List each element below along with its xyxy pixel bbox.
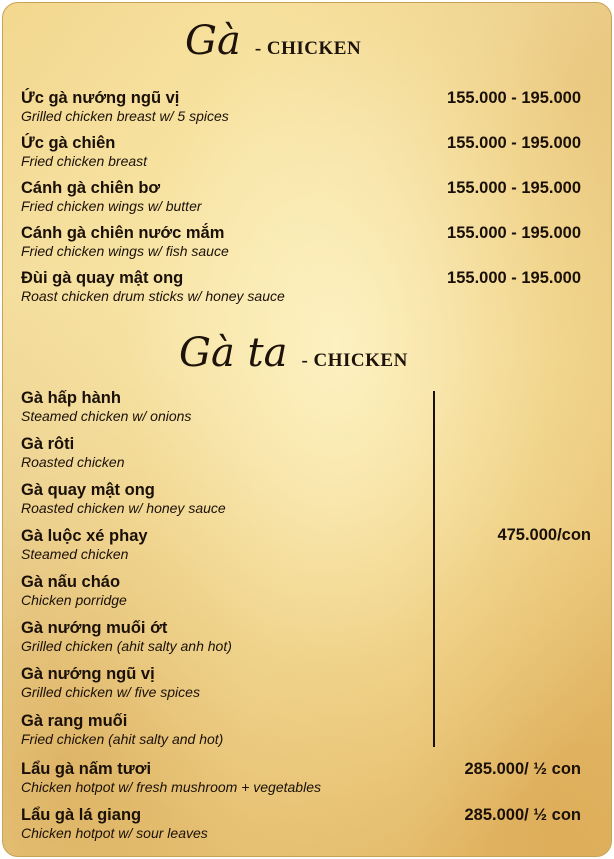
item-name-en: Roast chicken drum sticks w/ honey sauce (21, 288, 285, 304)
item-price: 155.000 - 195.000 (447, 179, 581, 197)
item-name-en: Fried chicken breast (21, 153, 148, 169)
item-name-vn: Gà rang muối (21, 712, 128, 730)
item-name-en: Chicken hotpot w/ fresh mushroom + vegetables (21, 779, 321, 795)
item-price: 155.000 - 195.000 (447, 89, 581, 107)
item-name-vn: Cánh gà chiên nước mắm (21, 224, 225, 242)
menu-item (21, 618, 601, 655)
item-name-vn: Gà nướng muối ớt (21, 619, 168, 637)
item-name-vn: Cánh gà chiên bơ (21, 179, 161, 197)
item-name-vn: Gà hấp hành (21, 389, 121, 407)
menu-item (21, 88, 601, 125)
section-title-ga-ta (179, 330, 408, 376)
item-name-vn: Gà nấu cháo (21, 573, 121, 591)
item-name-en: Steamed chicken w/ onions (21, 408, 192, 424)
item-price: 155.000 - 195.000 (447, 224, 581, 242)
menu-item (21, 480, 601, 517)
menu-item (21, 759, 601, 796)
menu-item (21, 805, 601, 842)
item-name-vn: Lẩu gà nấm tươi (21, 760, 152, 778)
menu-page (2, 2, 612, 857)
item-name-vn: Gà nướng ngũ vị (21, 665, 155, 683)
menu-item (21, 388, 601, 425)
item-price: 155.000 - 195.000 (447, 269, 581, 287)
item-name-en: Fried chicken wings w/ butter (21, 198, 202, 214)
item-name-en: Roasted chicken (21, 454, 125, 470)
menu-item (21, 526, 601, 563)
menu-item (21, 133, 601, 170)
group-price: 475.000/con (497, 526, 591, 544)
item-name-vn: Gà quay mật ong (21, 481, 155, 499)
item-name-en: Roasted chicken w/ honey sauce (21, 500, 226, 516)
item-name-en: Grilled chicken (ahit salty anh hot) (21, 638, 232, 654)
item-name-vn: Đùi gà quay mật ong (21, 269, 184, 287)
item-name-vn: Gà luộc xé phay (21, 527, 148, 545)
item-name-en: Steamed chicken (21, 546, 129, 562)
menu-item (21, 268, 601, 305)
section-title-script: Gà (185, 18, 241, 64)
item-name-en: Chicken hotpot w/ sour leaves (21, 825, 208, 841)
item-name-en: Fried chicken (ahit salty and hot) (21, 731, 224, 747)
section-title-script: Gà ta (179, 330, 288, 376)
item-name-vn: Ức gà nướng ngũ vị (21, 89, 180, 107)
menu-item (21, 434, 601, 471)
menu-item (21, 223, 601, 260)
item-name-en: Fried chicken wings w/ fish sauce (21, 243, 229, 259)
item-name-vn: Gà rôti (21, 435, 75, 453)
item-name-vn: Lẩu gà lá giang (21, 806, 142, 824)
item-name-en: Grilled chicken breast w/ 5 spices (21, 108, 229, 124)
item-name-en: Chicken porridge (21, 592, 127, 608)
section-title-ga (185, 18, 362, 64)
menu-item (21, 572, 601, 609)
item-name-en: Grilled chicken w/ five spices (21, 684, 200, 700)
section-title-sub: - CHICKEN (301, 350, 408, 371)
item-name-vn: Ức gà chiên (21, 134, 116, 152)
menu-item (21, 178, 601, 215)
menu-item (21, 711, 601, 748)
item-price: 285.000/ ½ con (464, 760, 581, 778)
section-title-sub: - CHICKEN (254, 38, 362, 59)
menu-item (21, 664, 601, 701)
item-price: 155.000 - 195.000 (447, 134, 581, 152)
item-price: 285.000/ ½ con (464, 806, 581, 824)
